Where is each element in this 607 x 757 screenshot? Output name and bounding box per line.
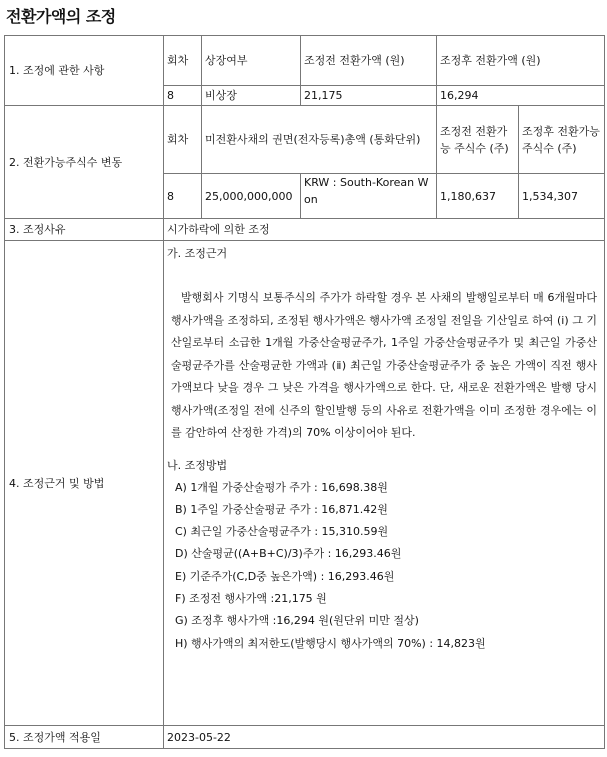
header-price-after: 조정후 전환가액 (원) [437,36,605,86]
basis-text: 발행회사 기명식 보통주식의 주가가 하락할 경우 본 사채의 발행일로부터 매 6개월마다 행사가액을 조정하되, 조정된 행사가액은 행사가액 조정일 전일을 기산일로 하여 (ⅰ) 그 기산일로부터 소급한 1개월 가중산술평균주가, 1주일 가중산술평균주가 및 최근일 가중산술평균주가를 산술평균한 가액과 (ⅱ) 최근일 가중산술평균주가 중 높은 가액이 직전 행사가액보다 낮을 경우 그 낮은 가격을 행사가액으로 한다. 단, 새로운 전환가액은 발행 당시 행사가액(조정일 전에 신주의 할인발행 등의 사유로 전환가액을 이미 조정한 경우에는 이를 감안하여 산정한 가격)의 70% 이상이어야 된다. [171,291,597,439]
basis-heading: 가. 조정근거 [167,247,228,260]
method-item: A) 1개월 가중산술평가 주가 : 16,698.38원 [175,480,388,494]
value-effective-date: 2023-05-22 [164,726,605,749]
value-listing-status: 비상장 [202,86,301,106]
value-shares-after: 1,534,307 [519,174,605,219]
method-list [167,477,601,655]
label-reason: 3. 조정사유 [5,219,164,241]
label-effective-date: 5. 조정가액 적용일 [5,726,164,749]
header-shares-after: 조정후 전환가능 주식수 (주) [519,106,605,174]
label-basis-method: 4. 조정근거 및 방법 [5,241,164,726]
method-item: B) 1주일 가중산술평균 주가 : 16,871.42원 [175,502,388,516]
method-item: H) 행사가액의 최저한도(발행당시 행사가액의 70%) : 14,823원 [175,636,486,650]
label-adjustment-info: 1. 조정에 관한 사항 [5,36,164,106]
header-round: 회차 [164,36,202,86]
method-item: E) 기준주가(C,D중 높은가액) : 16,293.46원 [175,569,395,583]
header-face-value: 미전환사채의 권면(전자등록)총액 (통화단위) [202,106,437,174]
method-item: D) 산술평균((A+B+C)/3)주가 : 16,293.46원 [175,547,402,561]
method-item: C) 최근일 가중산술평균주가 : 15,310.59원 [175,525,389,539]
value-shares-before: 1,180,637 [437,174,519,219]
method-heading: 나. 조정방법 [167,458,228,472]
header-price-before: 조정전 전환가액 (원) [301,36,437,86]
adjustment-table [4,35,605,749]
label-convertible-shares: 2. 전환가능주식수 변동 [5,106,164,219]
method-item: G) 조정후 행사가액 :16,294 원(원단위 미만 절상) [175,614,419,628]
header-shares-before: 조정전 전환가능 주식수 (주) [437,106,519,174]
value-round: 8 [164,86,202,106]
value-currency: KRW : South-Korean Won [301,174,437,219]
value-reason: 시가하락에 의한 조정 [164,219,605,241]
value-face-value: 25,000,000,000 [202,174,301,219]
value-price-after: 16,294 [437,86,605,106]
method-item: F) 조정전 행사가액 :21,175 원 [175,591,327,605]
value-round-2: 8 [164,174,202,219]
header-round-2: 회차 [164,106,202,174]
header-listing-status: 상장여부 [202,36,301,86]
page-title: 전환가액의 조정 [6,7,116,26]
value-price-before: 21,175 [301,86,437,106]
basis-method-cell [164,241,605,726]
